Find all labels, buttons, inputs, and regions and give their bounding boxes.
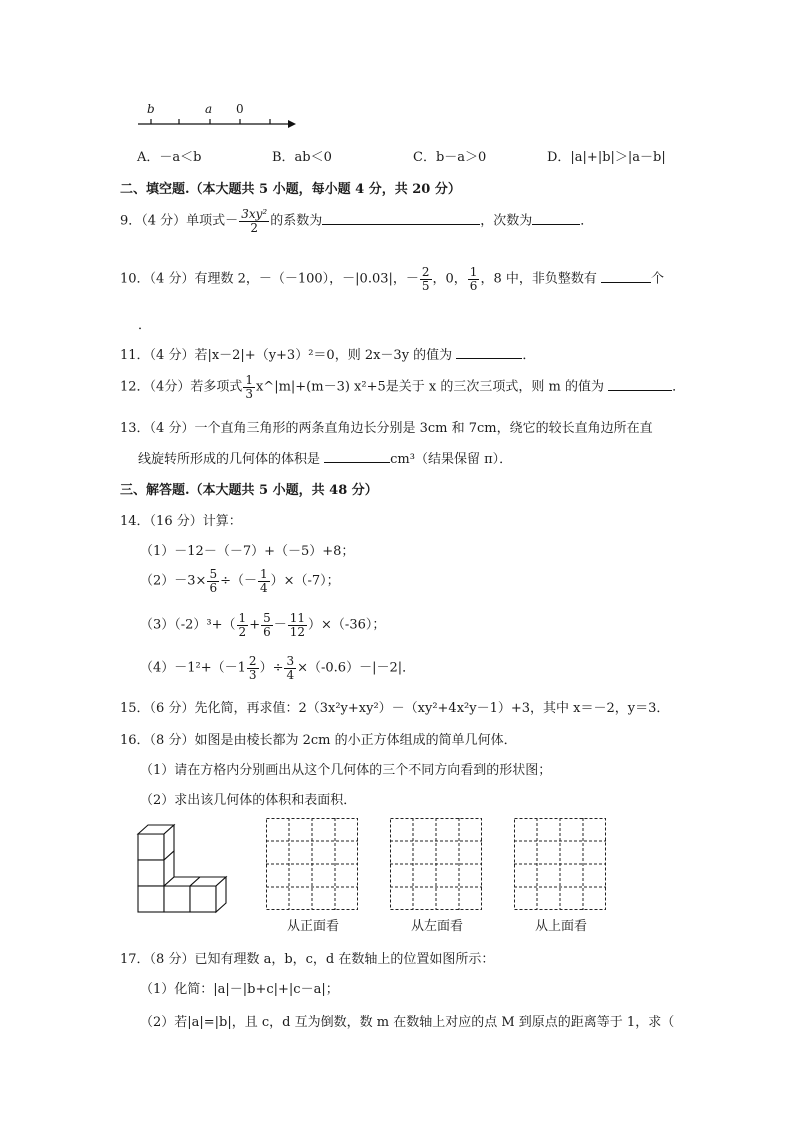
q14-p2-post: ）×（-7）； — [270, 573, 340, 589]
q8-option-d: D．|a|+|b|＞|a－b| — [547, 150, 666, 165]
q8-option-a: A．－a＜b — [137, 150, 202, 165]
q14-p2-pre: （2）－3× — [140, 573, 207, 589]
caption-front-view: 从正面看 — [287, 919, 340, 934]
grid-front-view[interactable] — [266, 818, 358, 910]
q8-option-c: C．b－a＞0 — [413, 150, 487, 165]
q13-line2-pre: 线旋转所形成的几何体的体积是 — [138, 452, 321, 467]
q12-end: ． — [672, 379, 686, 395]
q12-prefix: 12．（4分）若多项式 — [120, 379, 243, 395]
q14-p4-fraction-2 — [284, 655, 296, 681]
q14-p2-mid: ÷（－ — [220, 573, 257, 589]
q10-mid: ，0， — [432, 271, 467, 287]
q14-p3-f2-num: 5 — [263, 611, 271, 625]
q16-title: 16．（8 分）如图是由棱长都为 2cm 的小正方体组成的简单几何体． — [120, 733, 517, 748]
q14-p2-f1-den: 6 — [209, 580, 218, 595]
q14-p4-post: ×（-0.6）－|－2|． — [297, 660, 416, 676]
q13-blank[interactable] — [324, 449, 390, 463]
q9-blank-coefficient[interactable] — [322, 211, 480, 225]
q9-end: ． — [580, 213, 594, 229]
q14-p3-f1-num: 1 — [238, 611, 247, 625]
q10-unit: 个 — [650, 271, 664, 287]
q13-line2-post: cm³（结果保留 π）． — [390, 452, 513, 467]
q11-text: 11．（4 分）若|x－2|+（y+3）²＝0，则 2x－3y 的值为 — [120, 348, 453, 363]
q9-frac-den: 2 — [250, 220, 258, 235]
q14-p3-f3-num: 11 — [289, 611, 306, 625]
numberline-label-0: 0 — [236, 102, 244, 116]
q14-title: 14．（16 分）计算： — [120, 514, 242, 529]
q14-p4-f1-num: 2 — [248, 654, 257, 668]
q14-p2-f2-num: 1 — [259, 567, 268, 581]
question-10 — [120, 266, 664, 292]
q14-part-2 — [140, 568, 340, 594]
q10-f1-num: 2 — [421, 265, 430, 279]
q14-p4-f2-den: 4 — [286, 667, 295, 682]
q12-f-den: 3 — [245, 386, 253, 401]
q14-p3-f3-den: 12 — [289, 624, 306, 639]
q15-text: 15．（6 分）先化简，再求值：2（3x²y+xy²）－（xy²+4x²y－1）+3，其中 x＝－2，y＝3． — [120, 701, 670, 716]
q11-blank[interactable] — [456, 345, 522, 359]
q12-body: x^|m|+(m－3) x²+5是关于 x 的三次三项式，则 m 的值为 — [255, 379, 604, 395]
q17-title: 17．（8 分）已知有理数 a，b，c，d 在数轴上的位置如图所示： — [120, 952, 495, 967]
q10-f2-den: 6 — [469, 278, 478, 293]
numberline-label-a: a — [205, 102, 213, 116]
q9-frac-num: 3xy² — [241, 207, 268, 221]
q10-fraction-2 — [468, 266, 480, 292]
q14-p2-fraction-2 — [258, 568, 270, 594]
q14-p3-fraction-3 — [288, 612, 307, 638]
question-9 — [120, 208, 593, 234]
caption-left-view: 从左面看 — [411, 919, 464, 934]
number-line — [136, 98, 298, 132]
q14-p3-fraction-2 — [261, 612, 273, 638]
q9-blank-degree[interactable] — [532, 211, 580, 225]
q14-p3-f2-den: 6 — [263, 624, 271, 639]
q14-part-1: （1）－12－（－7）+（－5）+8； — [140, 544, 355, 559]
q14-p4-f2-num: 3 — [286, 654, 295, 668]
q11-end: ． — [522, 348, 536, 363]
q14-p4-pre: （4）－1²+（－1 — [140, 660, 246, 676]
q14-p4-fraction-1 — [247, 655, 259, 681]
q14-p3-pre: （3）（-2）³+（ — [140, 617, 236, 633]
q12-fraction — [243, 374, 255, 400]
q17-part-2: （2）若|a|=|b|，且 c，d 互为倒数，数 m 在数轴上对应的点 M 到原点的距离等于 1，求（ — [140, 1015, 675, 1030]
q14-p4-mid: ）÷ — [259, 660, 284, 676]
q10-f1-den: 5 — [421, 278, 430, 293]
section-3-title: 三、解答题.（本大题共 5 小题，共 48 分） — [120, 483, 378, 498]
caption-top-view: 从上面看 — [535, 919, 588, 934]
numberline-label-b: b — [147, 102, 155, 116]
q16-part-1: （1）请在方格内分别画出从这个几何体的三个不同方向看到的形状图； — [140, 763, 552, 778]
q14-p2-f2-den: 4 — [259, 580, 268, 595]
q14-p3-minus: － — [273, 617, 287, 633]
q13-line-1: 13．（4 分）一个直角三角形的两条直角边长分别是 3cm 和 7cm，绕它的较长直角边所在直 — [120, 421, 653, 436]
q17-part-1: （1）化简：|a|－|b+c|+|c－a|； — [140, 982, 339, 997]
q14-p3-fraction-1 — [237, 612, 249, 638]
q14-part-3 — [140, 612, 385, 638]
q9-mid2: ，次数为 — [480, 213, 533, 229]
question-12 — [120, 374, 685, 400]
cubes-figure — [130, 818, 230, 918]
q13-line-2 — [138, 448, 512, 467]
grid-top-view[interactable] — [514, 818, 606, 910]
q14-p2-fraction-1 — [207, 568, 219, 594]
q10-blank[interactable] — [601, 269, 651, 283]
q14-p4-f1-den: 3 — [248, 667, 257, 682]
q14-p3-plus: + — [249, 617, 261, 633]
q10-f2-num: 1 — [469, 265, 478, 279]
q16-part-2: （2）求出该几何体的体积和表面积． — [140, 793, 357, 808]
q8-option-b: B．ab＜0 — [272, 150, 332, 165]
question-11 — [120, 344, 535, 363]
q10-post: ，8 中，非负整数有 — [480, 271, 597, 287]
q10-end: ． — [138, 318, 152, 333]
q10-prefix: 10．（4 分）有理数 2，－（－100），－|0.03|，－ — [120, 271, 419, 287]
q12-f-num: 1 — [245, 373, 253, 387]
q14-p3-f1-den: 2 — [238, 624, 247, 639]
section-2-title: 二、填空题.（本大题共 5 小题，每小题 4 分，共 20 分） — [120, 182, 461, 197]
grid-left-view[interactable] — [390, 818, 482, 910]
q10-fraction-1 — [420, 266, 432, 292]
q14-p3-post: ）×（-36）； — [308, 617, 386, 633]
q9-fraction — [239, 208, 269, 234]
q12-blank[interactable] — [608, 377, 672, 391]
q9-mid: 的系数为 — [270, 213, 323, 229]
q14-p2-f1-num: 5 — [209, 567, 218, 581]
q9-prefix: 9．（4 分）单项式－ — [120, 213, 239, 229]
q14-part-4 — [140, 655, 415, 681]
